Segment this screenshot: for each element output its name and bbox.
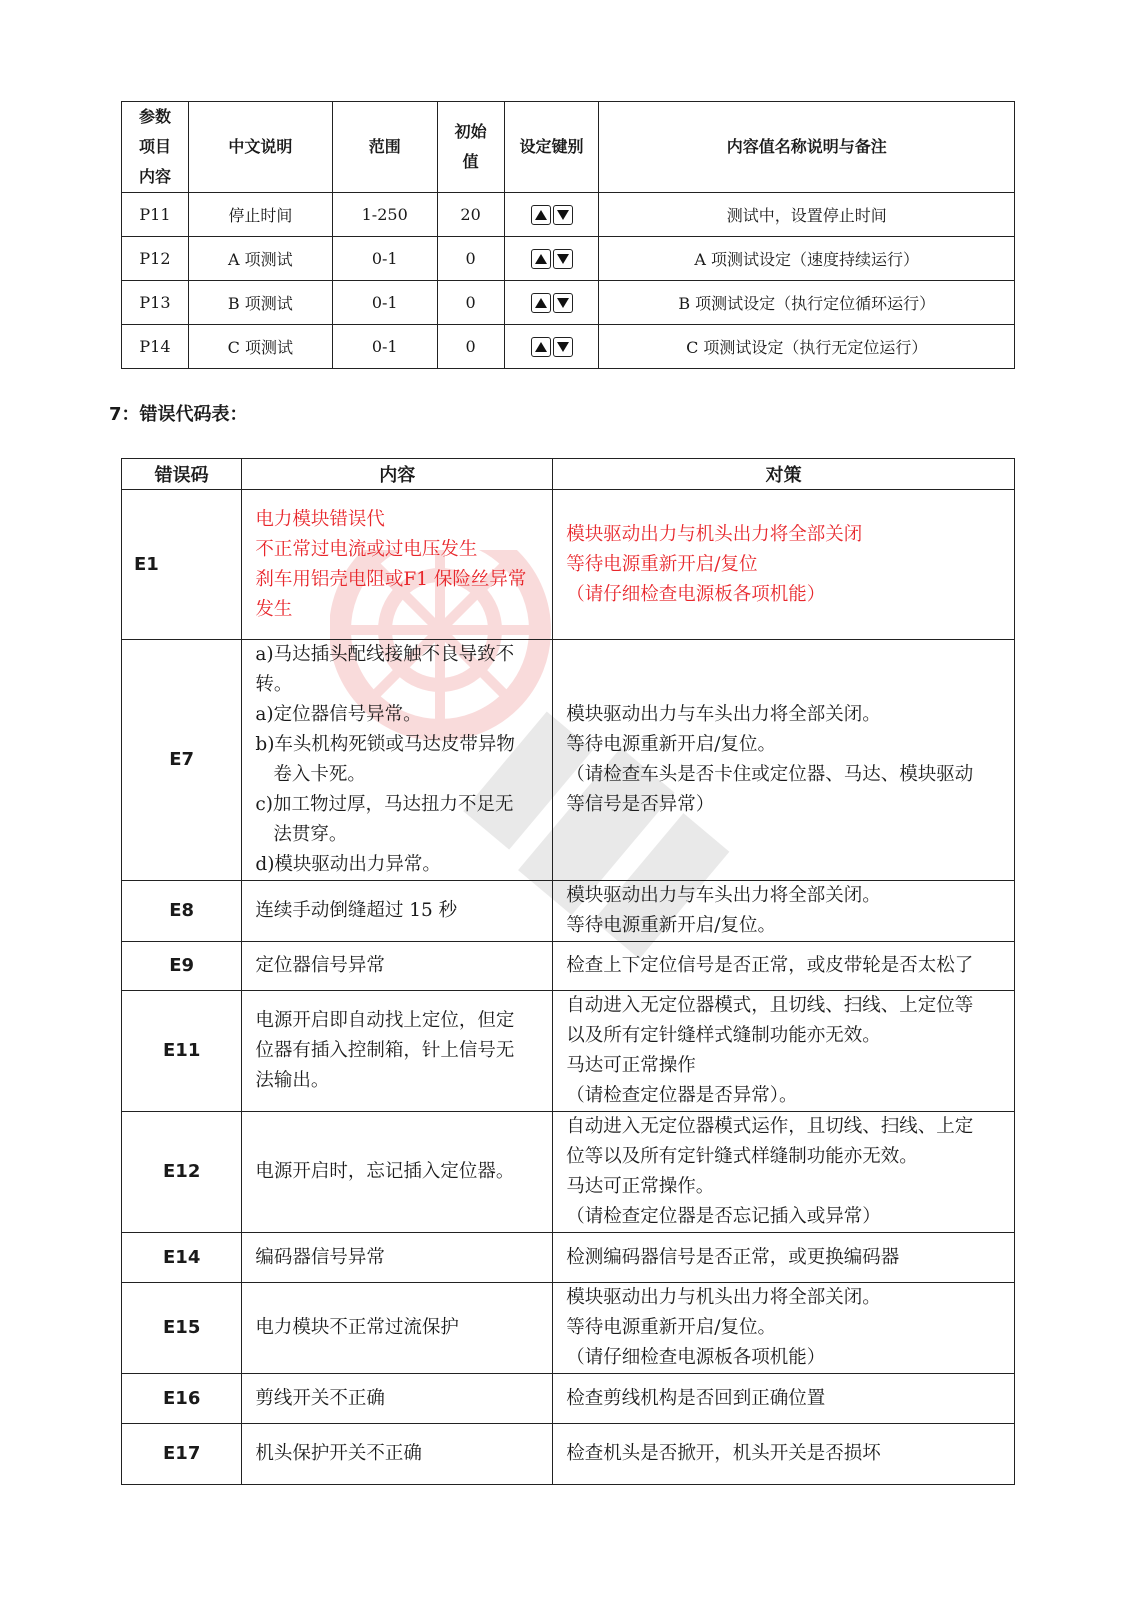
- param-header-note: 内容值名称说明与备注: [599, 102, 1015, 193]
- error-code: E1: [122, 490, 242, 640]
- param-code: P12: [122, 237, 189, 281]
- text-line: 定位器信号异常: [255, 955, 385, 976]
- param-header-key: 设定键别: [504, 102, 599, 193]
- text-line: a)马达插头配线接触不良导致不: [255, 644, 515, 665]
- down-triangle-key-icon: [553, 293, 573, 313]
- error-content: [242, 1374, 553, 1424]
- error-header-content: 内容: [242, 459, 553, 490]
- text-line: 电源开启时，忘记插入定位器。: [255, 1161, 515, 1182]
- error-code: E8: [122, 881, 242, 942]
- error-code: E12: [122, 1112, 242, 1233]
- param-range: 0-1: [332, 325, 437, 369]
- text-line: 检查剪线机构是否回到正确位置: [566, 1387, 826, 1409]
- error-measure: [553, 881, 1015, 942]
- up-triangle-key-icon: [531, 249, 551, 269]
- param-note: 测试中，设置停止时间: [599, 193, 1015, 237]
- param-name: A 项测试: [188, 237, 332, 281]
- text-line: 发生: [255, 598, 293, 620]
- text-line: 等信号是否异常）: [566, 794, 715, 815]
- down-triangle-key-icon: [553, 205, 573, 225]
- error-measure: [553, 1374, 1015, 1424]
- param-range: 1-250: [332, 193, 437, 237]
- text-line: 电力模块不正常过流保护: [255, 1317, 459, 1338]
- error-content: [242, 991, 553, 1112]
- text-line: 机头保护开关不正确: [255, 1443, 422, 1464]
- up-triangle-key-icon: [531, 205, 551, 225]
- up-triangle-key-icon: [531, 337, 551, 357]
- text-line: 不正常过电流或过电压发生: [255, 538, 478, 560]
- error-measure: [553, 1112, 1015, 1233]
- text-line: 电力模块错误代: [255, 508, 385, 530]
- error-code: E14: [122, 1233, 242, 1283]
- down-triangle-key-icon: [553, 249, 573, 269]
- text-line: 检查机头是否掀开，机头开关是否损坏: [566, 1443, 881, 1464]
- param-init: 0: [437, 237, 504, 281]
- param-init: 0: [437, 281, 504, 325]
- text-line: d)模块驱动出力异常。: [255, 854, 441, 875]
- text-line: a)定位器信号异常。: [255, 704, 422, 725]
- text-line: 法贯穿。: [273, 824, 348, 845]
- error-code: E9: [122, 942, 242, 991]
- text-line: 刹车用铝壳电阻或F1 保险丝异常: [255, 568, 527, 590]
- error-row: [122, 1424, 1015, 1485]
- text-line: 编码器信号异常: [255, 1246, 385, 1268]
- text-line: （请检查定位器是否忘记插入或异常）: [566, 1206, 881, 1227]
- text-line: 马达可正常操作。: [566, 1176, 715, 1197]
- text-line: 自动进入无定位器模式，且切线、扫线、上定位等: [566, 995, 974, 1016]
- text-line: 模块驱动出力与机头出力将全部关闭。: [566, 1287, 881, 1308]
- text-line: 自动进入无定位器模式运作，且切线、扫线、上定: [566, 1116, 974, 1137]
- text-line: 以及所有定针缝样式缝制功能亦无效。: [566, 1025, 881, 1046]
- error-content: [242, 490, 553, 640]
- text-line: 电源开启即自动找上定位，但定: [255, 1010, 515, 1031]
- error-header-measure: 对策: [553, 459, 1015, 490]
- param-keys: [504, 193, 599, 237]
- error-code-table: [121, 458, 1015, 1485]
- text-line: 位器有插入控制箱，针上信号无: [255, 1040, 515, 1061]
- error-content: [242, 942, 553, 991]
- text-line: 剪线开关不正确: [255, 1387, 385, 1409]
- param-name: C 项测试: [188, 325, 332, 369]
- text-line: 等待电源重新开启/复位: [566, 553, 758, 575]
- error-row: [122, 490, 1015, 640]
- error-row: [122, 991, 1015, 1112]
- down-triangle-key-icon: [553, 337, 573, 357]
- error-content: [242, 1283, 553, 1374]
- text-line: 检测编码器信号是否正常，或更换编码器: [566, 1246, 900, 1268]
- error-row: [122, 1283, 1015, 1374]
- error-row: [122, 640, 1015, 881]
- up-triangle-key-icon: [531, 293, 551, 313]
- param-row: [122, 237, 1015, 281]
- param-keys: [504, 237, 599, 281]
- parameter-table: [121, 101, 1015, 369]
- error-code: E16: [122, 1374, 242, 1424]
- text-line: 卷入卡死。: [273, 764, 366, 785]
- section-title: 7：错误代码表：: [109, 404, 248, 425]
- error-code: E15: [122, 1283, 242, 1374]
- error-row: [122, 881, 1015, 942]
- error-code: E17: [122, 1424, 242, 1485]
- param-note: A 项测试设定（速度持续运行）: [599, 237, 1015, 281]
- error-content: [242, 1233, 553, 1283]
- text-line: 检查上下定位信号是否正常，或皮带轮是否太松了: [566, 955, 974, 976]
- param-code: P13: [122, 281, 189, 325]
- error-content: [242, 640, 553, 881]
- error-measure: [553, 1283, 1015, 1374]
- error-row: [122, 1374, 1015, 1424]
- error-measure: [553, 942, 1015, 991]
- param-code: P11: [122, 193, 189, 237]
- error-row: [122, 1112, 1015, 1233]
- param-range: 0-1: [332, 237, 437, 281]
- error-measure: [553, 1233, 1015, 1283]
- error-content: [242, 1112, 553, 1233]
- param-code: P14: [122, 325, 189, 369]
- param-row: [122, 325, 1015, 369]
- error-code: E11: [122, 991, 242, 1112]
- text-line: 法输出。: [255, 1070, 330, 1091]
- text-line: 马达可正常操作: [566, 1055, 696, 1076]
- error-code: E7: [122, 640, 242, 881]
- text-line: 模块驱动出力与车头出力将全部关闭。: [566, 885, 881, 906]
- error-content: [242, 1424, 553, 1485]
- param-keys: [504, 325, 599, 369]
- param-row: [122, 281, 1015, 325]
- error-measure: [553, 640, 1015, 881]
- error-measure: [553, 1424, 1015, 1485]
- param-row: [122, 193, 1015, 237]
- text-line: 等待电源重新开启/复位。: [566, 915, 776, 936]
- param-note: C 项测试设定（执行无定位运行）: [599, 325, 1015, 369]
- error-content: [242, 881, 553, 942]
- error-header-code: 错误码: [122, 459, 242, 490]
- text-line: 模块驱动出力与机头出力将全部关闭: [566, 523, 863, 545]
- text-line: （请检查车头是否卡住或定位器、马达、模块驱动: [566, 764, 974, 785]
- text-line: b)车头机构死锁或马达皮带异物: [255, 734, 515, 755]
- error-measure: [553, 991, 1015, 1112]
- text-line: 模块驱动出力与车头出力将全部关闭。: [566, 704, 881, 725]
- text-line: 位等以及所有定针缝式样缝制功能亦无效。: [566, 1146, 918, 1167]
- text-line: 等待电源重新开启/复位。: [566, 1317, 776, 1338]
- param-init: 20: [437, 193, 504, 237]
- param-header-item: 参数 项目 内容: [122, 102, 189, 193]
- param-range: 0-1: [332, 281, 437, 325]
- text-line: （请仔细检查电源板各项机能）: [566, 583, 826, 605]
- text-line: （请检查定位器是否异常）。: [566, 1085, 798, 1106]
- text-line: 连续手动倒缝超过 15 秒: [255, 900, 458, 921]
- param-note: B 项测试设定（执行定位循环运行）: [599, 281, 1015, 325]
- text-line: c)加工物过厚，马达扭力不足无: [255, 794, 514, 815]
- error-row: [122, 942, 1015, 991]
- param-header-range: 范围: [332, 102, 437, 193]
- param-keys: [504, 281, 599, 325]
- text-line: 等待电源重新开启/复位。: [566, 734, 776, 755]
- param-name: 停止时间: [188, 193, 332, 237]
- error-row: [122, 1233, 1015, 1283]
- error-measure: [553, 490, 1015, 640]
- param-name: B 项测试: [188, 281, 332, 325]
- text-line: （请仔细检查电源板各项机能）: [566, 1347, 826, 1368]
- param-header-initial: 初始 值: [437, 102, 504, 193]
- param-init: 0: [437, 325, 504, 369]
- text-line: 转。: [255, 674, 293, 695]
- param-header-description: 中文说明: [188, 102, 332, 193]
